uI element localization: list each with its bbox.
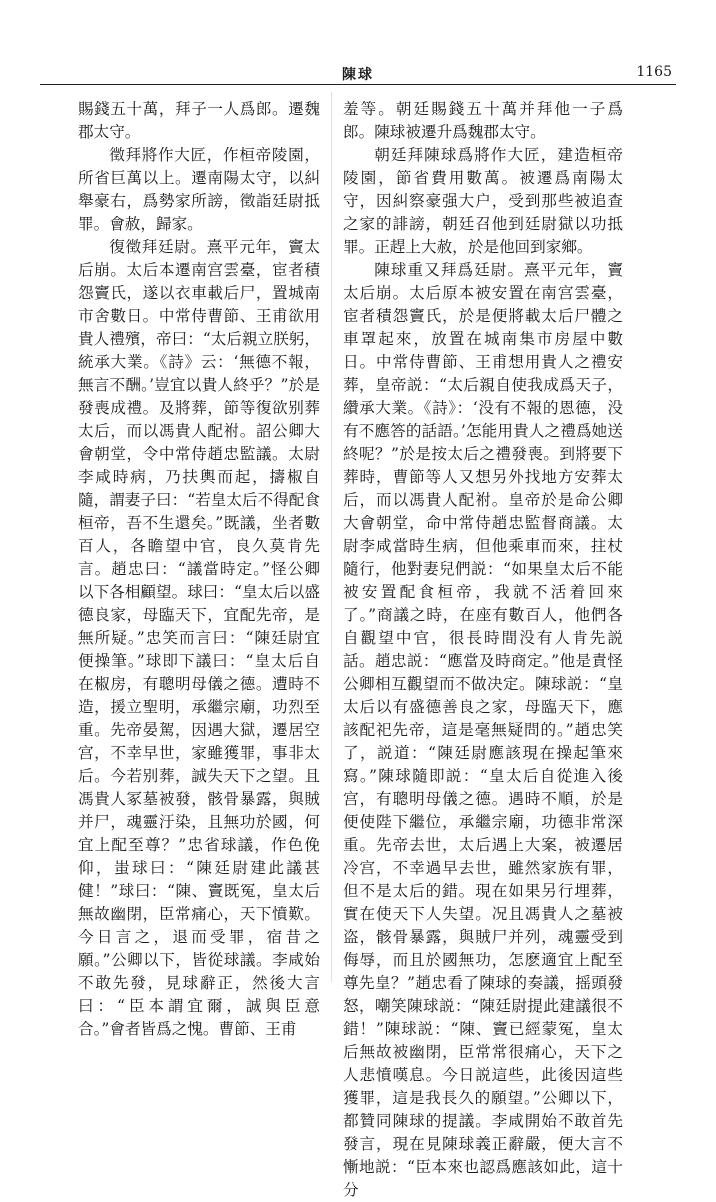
left-paragraph: 徵拜將作大匠，作桓帝陵園，所省巨萬以上。遷南陽太守，以糾舉豪右，爲勢家所謗，徵詣廷尉抵罪。會赦，歸家。: [78, 146, 320, 233]
left-paragraph: 復徵拜廷尉。熹平元年，竇太后崩。太后本遷南宫雲臺，宦者積怨竇氏，遂以衣車載后尸，置城南市舍數日。中常侍曹節、王甫欲用貴人禮殯，帝曰：“太后親立朕躬，統承大業。《詩》云：‘無德不報，無言不酬。’豈宜以貴人終乎？”於是發喪成禮。及將葬，節等復欲别葬太后，而以馮貴人配祔。詔公卿大會朝堂，令中常侍趙忠監議。太尉李咸時病，乃扶輿而起，擣椒自隨，謂妻子曰：“若皇太后不得配食桓帝，吾不生還矣。”既議，坐者數百人，各瞻望中官，良久莫肯先言。趙忠曰：“議當時定。”怪公卿以下各相顧望。球曰：“皇太后以盛德良家，母臨天下，宜配先帝，是無所疑。”忠笑而言曰：“陳廷尉宜便操筆。”球即下議曰：“皇太后自在椒房，有聰明母儀之德。遭時不造，援立聖明，承繼宗廟，功烈至重。先帝晏駕，因遇大獄，遷居空宫，不幸早世，家雖獲罪，事非太后。今若别葬，誠失天下之望。且馮貴人冢墓被發，骸骨暴露，與賊并尸，魂靈汙染，且無功於國，何宜上配至尊？”忠省球議，作色俛仰，蚩球曰：“陳廷尉建此議甚健！”球曰：“陳、竇既冤，皇太后無故幽閉，臣常痛心，天下憤歎。今日言之，退而受罪，宿昔之願。”公卿以下，皆從球議。李咸始不敢先發，見球辭正，然後大言曰：“臣本謂宜爾，誠與臣意合。”會者皆爲之愧。曹節、王甫: [78, 238, 320, 1038]
right-paragraph: 朝廷拜陳球爲將作大匠，建造桓帝陵園，節省費用數萬。被遷爲南陽太守，因糾察豪强大户，受到那些被追查之家的誹謗，朝廷召他到廷尉獄以功抵罪。正趕上大赦，於是他回到家鄉。: [343, 146, 623, 256]
running-title: 陳球: [342, 67, 374, 83]
right-paragraph: 陳球重又拜爲廷尉。熹平元年，竇太后崩。太后原本被安置在南宫雲臺，宦者積怨竇氏，於是便將載太后尸體之車罩起來，放置在城南集市房屋中數日。中常侍曹節、王甫想用貴人之禮安葬，皇帝説：“太后親自使我成爲天子，纘承大業。《詩》：‘没有不報的恩德，没有不應答的話語。’怎能用貴人之禮爲她送終呢？”於是按太后之禮發喪。到將要下葬時，曹節等人又想另外找地方安葬太后，而以馮貴人配祔。皇帝於是命公卿大會朝堂，命中常侍趙忠監督商議。太尉李咸當時生病，但他乘車而來，拄杖隨行，他對妻兒們説：“如果皇太后不能被安置配食桓帝，我就不活着回來了。”商議之時，在座有數百人，他們各自觀望中官，很長時間没有人肯先説話。趙忠説：“應當及時商定。”他是責怪公卿相互觀望而不做决定。陳球説：“皇太后以有盛德善良之家，母臨天下，應該配祀先帝，這是毫無疑問的。”趙忠笑了，説道：“陳廷尉應該現在操起筆來寫。”陳球隨即説：“皇太后自從進入後宫，有聰明母儀之德。遇時不順，於是便使陛下繼位，承繼宗廟，功德非常深重。先帝去世，太后遇上大案，被遷居冷宫，不幸過早去世，雖然家族有罪，但不是太后的錯。現在如果另行埋葬，實在使天下人失望。况且馮貴人之墓被盗，骸骨暴露，與賊尸并列，魂靈受到侮辱，而且於國無功，怎麽適宜上配至尊先皇？”趙忠看了陳球的奏議，摇頭發怒，嘲笑陳球説：“陳廷尉提此建議很不錯！”陳球説：“陳、竇已經蒙冤，皇太后無故被幽閉，臣常常很痛心，天下之人悲憤嘆息。今日説這些，此後因這些獲罪，這是我長久的願望。”公卿以下，都贊同陳球的提議。李咸開始不敢首先發言，現在見陳球義正辭嚴，便大言不慚地説：“臣本來也認爲應該如此，這十分: [343, 261, 623, 1199]
page-number: 1165: [636, 64, 672, 80]
column-divider: [331, 92, 332, 982]
page-header: [40, 62, 676, 85]
left-paragraph: 賜錢五十萬，拜子一人爲郎。遷魏郡太守。: [78, 100, 320, 141]
right-column-translation: [343, 98, 623, 1199]
right-paragraph: 羞等。朝廷賜錢五十萬并拜他一子爲郎。陳球被遷升爲魏郡太守。: [343, 100, 623, 141]
left-column-classical-text: [78, 98, 320, 1038]
